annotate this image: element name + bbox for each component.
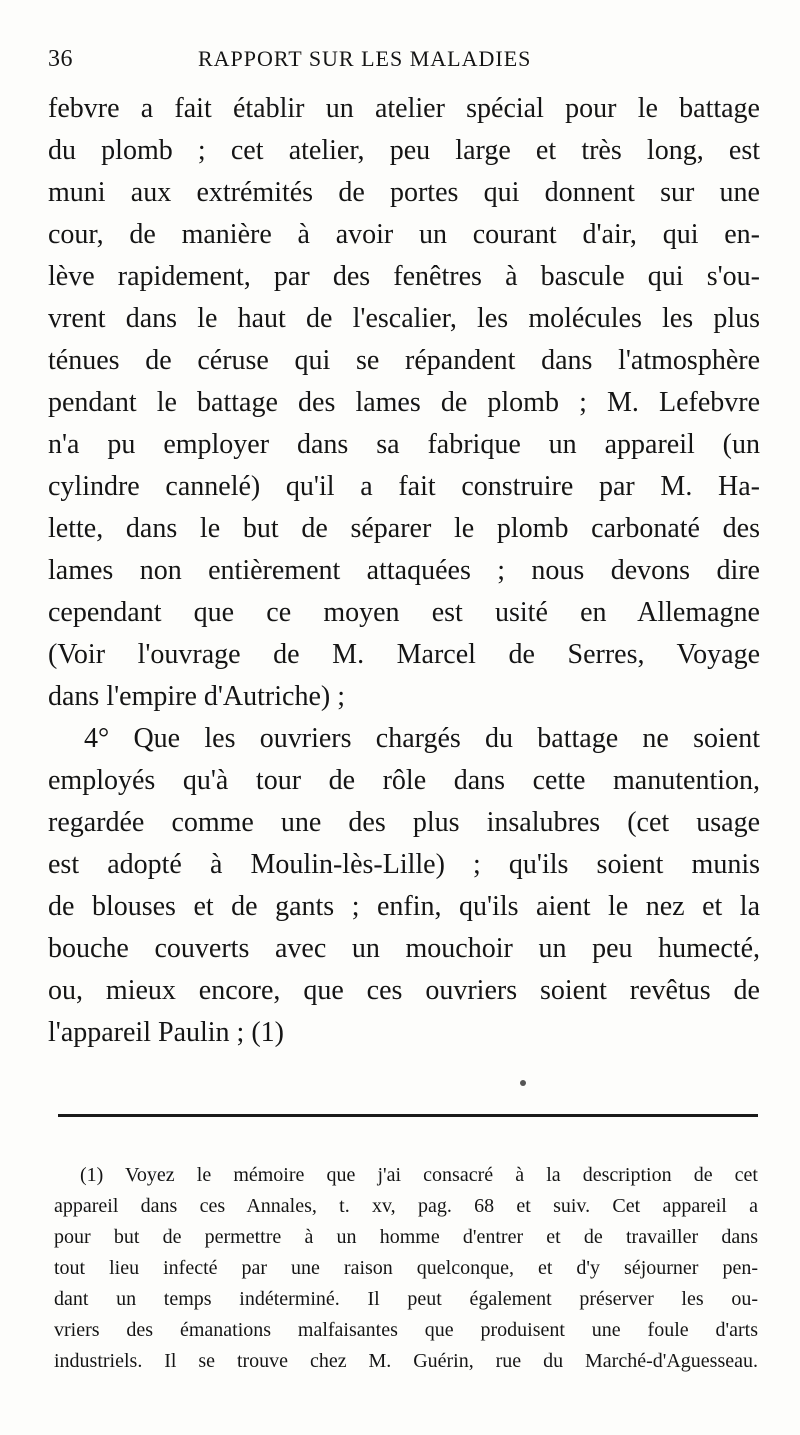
body-line: l'appareil Paulin ; (1) bbox=[48, 1017, 284, 1048]
body-line: bouche couverts avec un mouchoir un peu humecté, bbox=[48, 933, 760, 964]
body-line: dans l'empire d'Autriche) ; bbox=[48, 681, 345, 712]
body-line: lames non entièrement attaquées ; nous devons dire bbox=[48, 555, 760, 586]
body-line: 4° Que les ouvriers chargés du battage ne soient bbox=[84, 723, 760, 754]
body-line: febvre a fait établir un atelier spécial pour le battage bbox=[48, 93, 760, 124]
footnote bbox=[54, 1160, 758, 1377]
body-line: de blouses et de gants ; enfin, qu'ils aient le nez et la bbox=[48, 891, 760, 922]
footnote-line: (1) Voyez le mémoire que j'ai consacré à la description de cet bbox=[80, 1164, 758, 1186]
footnote-line: vriers des émanations malfaisantes que produisent une foule d'arts bbox=[54, 1319, 758, 1341]
body-line: cour, de manière à avoir un courant d'air, qui en- bbox=[48, 219, 760, 250]
body-line: ou, mieux encore, que ces ouvriers soient revêtus de bbox=[48, 975, 760, 1006]
body-line: muni aux extrémités de portes qui donnent sur une bbox=[48, 177, 760, 208]
body-line: (Voir l'ouvrage de M. Marcel de Serres, Voyage bbox=[48, 639, 760, 670]
body-line: regardée comme une des plus insalubres (cet usage bbox=[48, 807, 760, 838]
body-line: pendant le battage des lames de plomb ; M. Lefebvre bbox=[48, 387, 760, 418]
body-line: employés qu'à tour de rôle dans cette manutention, bbox=[48, 765, 760, 796]
footnote-line: industriels. Il se trouve chez M. Guérin, rue du Marché-d'Aguesseau. bbox=[54, 1350, 758, 1372]
footnote-line: pour but de permettre à un homme d'entrer et de travailler dans bbox=[54, 1226, 758, 1248]
body-line: cylindre cannelé) qu'il a fait construire par M. Ha- bbox=[48, 471, 760, 502]
footnote-line: tout lieu infecté par une raison quelconque, et d'y séjourner pen- bbox=[54, 1257, 758, 1279]
body-line: est adopté à Moulin-lès-Lille) ; qu'ils soient munis bbox=[48, 849, 760, 880]
footnote-line: appareil dans ces Annales, t. xv, pag. 68 et suiv. Cet appareil a bbox=[54, 1195, 758, 1217]
ink-dot bbox=[520, 1080, 526, 1086]
body-line: lève rapidement, par des fenêtres à bascule qui s'ou- bbox=[48, 261, 760, 292]
body-line: cependant que ce moyen est usité en Allemagne bbox=[48, 597, 760, 628]
page-number: 36 bbox=[48, 46, 73, 72]
body-line: ténues de céruse qui se répandent dans l'atmosphère bbox=[48, 345, 760, 376]
footnote-line: dant un temps indéterminé. Il peut également préserver les ou- bbox=[54, 1288, 758, 1310]
body-line: du plomb ; cet atelier, peu large et très long, est bbox=[48, 135, 760, 166]
running-head: RAPPORT SUR LES MALADIES bbox=[198, 46, 532, 71]
body-line: vrent dans le haut de l'escalier, les molécules les plus bbox=[48, 303, 760, 334]
footnote-rule bbox=[58, 1114, 758, 1117]
body-line: lette, dans le but de séparer le plomb carbonaté des bbox=[48, 513, 760, 544]
body-text bbox=[48, 88, 760, 1054]
page-header bbox=[48, 44, 758, 76]
body-line: n'a pu employer dans sa fabrique un appareil (un bbox=[48, 429, 760, 460]
